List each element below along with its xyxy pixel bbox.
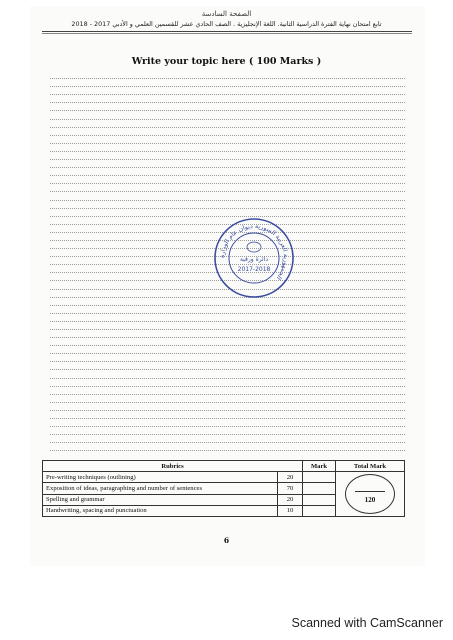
rubric-criterion: Exposition of ideas, paragraphing and number of sentences [43,483,278,494]
writing-line[interactable] [50,354,405,362]
writing-line[interactable] [50,120,405,128]
rubric-header-row [43,461,405,472]
rubric-mark-cell[interactable] [303,494,336,505]
writing-line[interactable] [50,79,405,87]
rubric-criterion: Spelling and grammar [43,494,278,505]
total-mark-oval [345,474,395,514]
writing-line[interactable] [50,338,405,346]
official-stamp [212,216,296,300]
writing-line[interactable] [50,111,405,119]
writing-line[interactable] [50,427,405,435]
rubric-mark-cell[interactable] [303,505,336,516]
camscanner-watermark: Scanned with CamScanner [291,616,443,630]
writing-line[interactable] [50,330,405,338]
writing-line[interactable] [50,128,405,136]
writing-line[interactable] [50,71,405,79]
writing-line[interactable] [50,379,405,387]
writing-line[interactable] [50,95,405,103]
rubric-max-score: 70 [278,483,303,494]
stamp-ring-text: الجمهورية العربية السورية ديوان عام الوزارة [218,222,290,282]
writing-line[interactable] [50,160,405,168]
writing-line[interactable] [50,403,405,411]
writing-line[interactable] [50,103,405,111]
writing-line[interactable] [50,192,405,200]
writing-line[interactable] [50,387,405,395]
writing-line[interactable] [50,152,405,160]
writing-line[interactable] [50,176,405,184]
writing-line[interactable] [50,322,405,330]
writing-line[interactable] [50,443,405,451]
writing-line[interactable] [50,435,405,443]
writing-line[interactable] [50,419,405,427]
rubric-table [42,460,405,517]
stamp-year: 2017-2018 [237,266,271,273]
writing-line[interactable] [50,168,405,176]
rubric-mark-cell[interactable] [303,472,336,483]
rubric-mark-cell[interactable] [303,483,336,494]
header-rule [42,31,412,34]
rubric-criterion: Pre-writing techniques (outlining) [43,472,278,483]
stamp-center-text: دائرة ورقية [239,256,269,263]
rubric-title: Rubrics [43,461,303,472]
writing-line[interactable] [50,395,405,403]
writing-prompt: Write your topic here ( 100 Marks ) [131,56,322,67]
writing-line[interactable] [50,184,405,192]
rubric-max-score: 10 [278,505,303,516]
rubric-criterion: Handwriting, spacing and punctuation [43,505,278,516]
writing-line[interactable] [50,370,405,378]
rubric-max-score: 20 [278,494,303,505]
page-label-arabic: الصفحة السادسة [201,10,252,18]
total-mark-cell [336,472,405,517]
rubric-max-score: 20 [278,472,303,483]
writing-line[interactable] [50,306,405,314]
writing-line[interactable] [50,362,405,370]
total-mark-line [355,491,385,492]
writing-line[interactable] [50,87,405,95]
total-mark-header: Total Mark [336,461,405,472]
writing-line[interactable] [50,136,405,144]
rubric-row [43,472,405,483]
total-mark-value: 120 [364,496,376,504]
writing-line[interactable] [50,201,405,209]
writing-line[interactable] [50,411,405,419]
writing-line[interactable] [50,314,405,322]
stamp-eagle-emblem [247,242,261,252]
writing-line[interactable] [50,144,405,152]
mark-header: Mark [303,461,336,472]
page-number: 6 [223,536,230,545]
exam-header-line: تابع امتحان نهاية الفترة الدراسية الثانية. اللغة الإنجليزية . الصف الحادي عشر للقسمين العلمي و الأدبي 2017 - 2018 [71,20,382,28]
writing-line[interactable] [50,346,405,354]
